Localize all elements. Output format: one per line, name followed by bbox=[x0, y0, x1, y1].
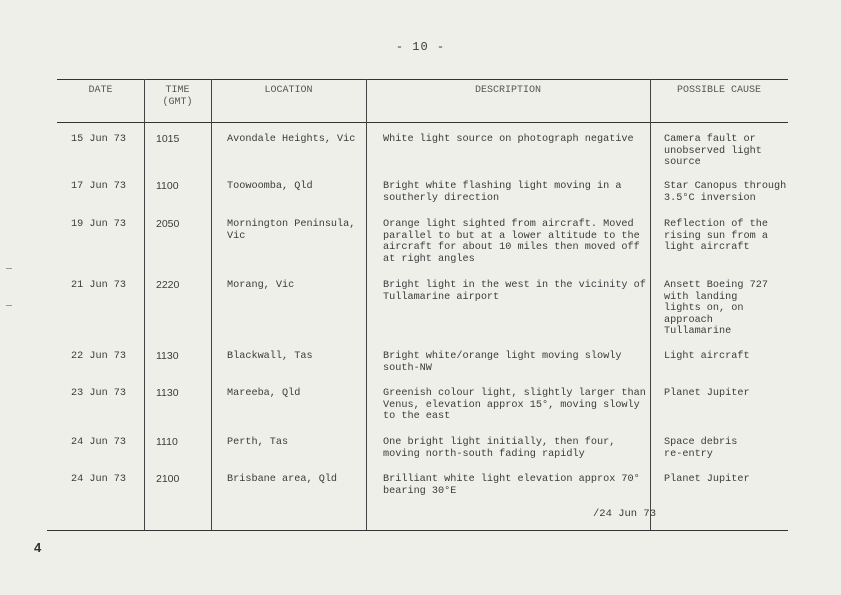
row-7-cause: Space debris re-entry bbox=[664, 437, 738, 460]
row-5-date: 22 Jun 73 bbox=[71, 351, 127, 362]
row-4-location: Morang, Vic bbox=[227, 280, 295, 291]
row-2-cause: Star Canopus through 3.5°C inversion bbox=[664, 181, 787, 204]
row-4-description: Bright light in the west in the vicinity of Tullamarine airport bbox=[383, 280, 646, 303]
row-1-date: 15 Jun 73 bbox=[71, 134, 127, 145]
row-3-date: 19 Jun 73 bbox=[71, 219, 127, 230]
row-3-description: Orange light sighted from aircraft. Moved parallel to but at a lower altitude to the aircraft for about 10 miles then moved off at right angles bbox=[383, 219, 640, 265]
row-4-date: 21 Jun 73 bbox=[71, 280, 127, 291]
header-description: DESCRIPTION bbox=[474, 85, 541, 96]
row-2-location: Toowoomba, Qld bbox=[227, 181, 313, 192]
sighting-table bbox=[57, 79, 788, 530]
column-divider bbox=[366, 79, 367, 530]
continuation-note: /24 Jun 73 bbox=[593, 508, 657, 520]
margin-tick bbox=[6, 268, 12, 269]
header-location: LOCATION bbox=[264, 85, 313, 96]
row-5-description: Bright white/orange light moving slowly south-NW bbox=[383, 351, 622, 374]
column-divider bbox=[144, 79, 145, 530]
row-1-location: Avondale Heights, Vic bbox=[227, 134, 356, 145]
row-5-cause: Light aircraft bbox=[664, 351, 750, 362]
row-6-description: Greenish colour light, slightly larger than Venus, elevation approx 15°, moving slowly to the east bbox=[383, 388, 646, 423]
row-4-cause: Ansett Boeing 727 with landing lights on, on approach Tullamarine bbox=[664, 280, 768, 338]
row-7-description: One bright light initially, then four, moving north-south fading rapidly bbox=[383, 437, 616, 460]
row-3-time: 2050 bbox=[156, 218, 180, 230]
row-1-cause: Camera fault or unobserved light source bbox=[664, 134, 762, 169]
row-6-cause: Planet Jupiter bbox=[664, 388, 750, 399]
row-7-time: 1110 bbox=[156, 436, 178, 448]
row-8-date: 24 Jun 73 bbox=[71, 474, 127, 485]
row-4-time: 2220 bbox=[156, 279, 180, 291]
row-1-time: 1015 bbox=[156, 133, 180, 145]
page-number: - 10 - bbox=[395, 40, 446, 54]
row-6-location: Mareeba, Qld bbox=[227, 388, 301, 399]
header-possible-cause: POSSIBLE CAUSE bbox=[676, 85, 761, 96]
row-7-location: Perth, Tas bbox=[227, 437, 289, 448]
row-8-location: Brisbane area, Qld bbox=[227, 474, 338, 485]
row-8-cause: Planet Jupiter bbox=[664, 474, 750, 485]
row-5-location: Blackwall, Tas bbox=[227, 351, 313, 362]
row-8-time: 2100 bbox=[156, 473, 180, 485]
row-2-time: 1100 bbox=[156, 180, 179, 192]
row-3-location: Mornington Peninsula, Vic bbox=[227, 219, 356, 242]
row-6-date: 23 Jun 73 bbox=[71, 388, 127, 399]
row-3-cause: Reflection of the rising sun from a light aircraft bbox=[664, 219, 768, 254]
row-5-time: 1130 bbox=[156, 350, 179, 362]
margin-tick bbox=[6, 305, 12, 306]
row-6-time: 1130 bbox=[156, 387, 179, 399]
column-divider bbox=[211, 79, 212, 530]
row-1-description: White light source on photograph negative bbox=[383, 134, 634, 145]
row-2-date: 17 Jun 73 bbox=[71, 181, 127, 192]
column-divider bbox=[650, 79, 651, 530]
margin-page-mark: 4 bbox=[34, 540, 42, 555]
table-bottom-rule bbox=[47, 530, 788, 531]
row-8-description: Brilliant white light elevation approx 70° bearing 30°E bbox=[383, 474, 640, 497]
table-header-rule bbox=[57, 122, 788, 123]
row-7-date: 24 Jun 73 bbox=[71, 437, 127, 448]
header-date: DATE bbox=[88, 85, 113, 96]
table-top-rule bbox=[57, 79, 788, 80]
row-2-description: Bright white flashing light moving in a southerly direction bbox=[383, 181, 622, 204]
header-time: TIME (GMT) bbox=[162, 85, 193, 108]
